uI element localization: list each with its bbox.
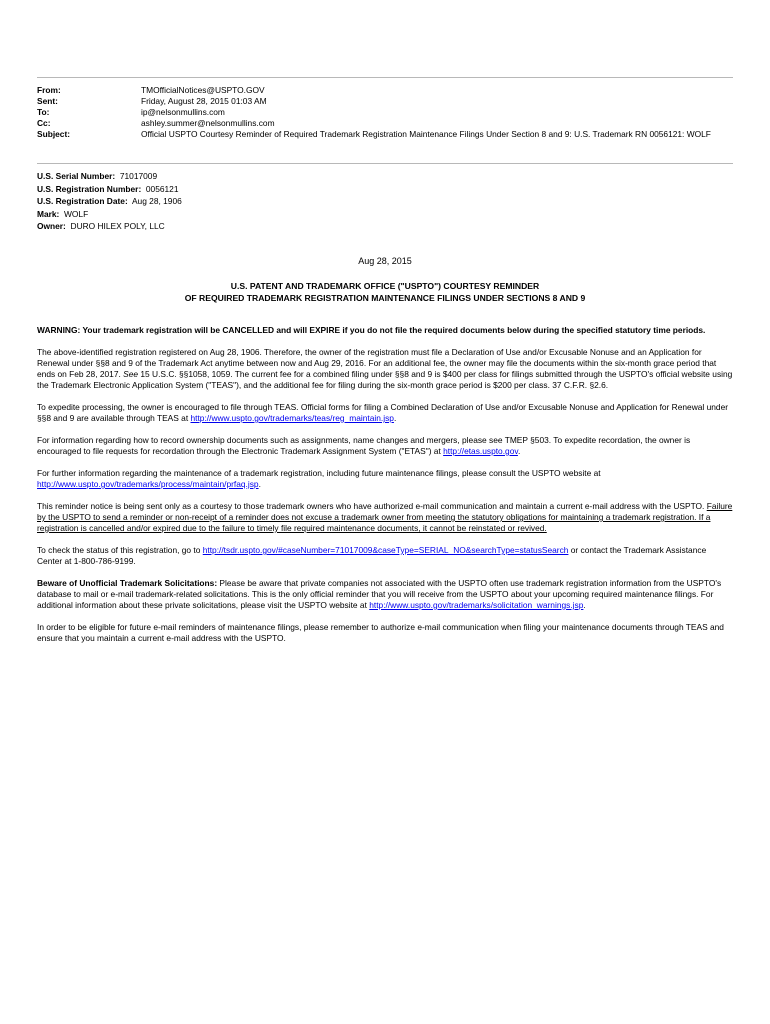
etas-link[interactable]: http://etas.uspto.gov bbox=[443, 446, 518, 456]
reg-date-row bbox=[37, 196, 733, 209]
deadline-text-a: The above-identified registration registered on Aug 28, 1906. Therefore, the owner of the registration must file a Declaration of Use and/or Excusable Nonuse and an Application for Renewal under §§8 and 9 of the Trademark Act anytime between now and Aug 29, 2016. For an additional fee, the owner may file the documents within the six-month grace period that ends on Feb 28, 2017. bbox=[37, 347, 717, 379]
email-header bbox=[37, 85, 733, 140]
top-divider bbox=[37, 77, 733, 78]
serial-row bbox=[37, 171, 733, 184]
solicitation-heading: Beware of Unofficial Trademark Solicitations: bbox=[37, 578, 218, 588]
etas-period: . bbox=[517, 446, 521, 456]
sent-value: Friday, August 28, 2015 01:03 AM bbox=[141, 96, 267, 106]
see-text: See bbox=[123, 369, 139, 379]
etas-paragraph bbox=[37, 435, 733, 457]
solicitation-text: Please be aware that private companies not associated with the USPTO often use trademark registration information from the USPTO's database to mail or e-mail trademark-related solicitations. This is the only official reminder that you will receive from the USPTO about your upcoming required maintenance filings. For additional information about these private solicitations, please visit the USPTO website at bbox=[37, 578, 722, 610]
cc-label: Cc: bbox=[37, 118, 51, 128]
eligibility-paragraph: In order to be eligible for future e-mail reminders of maintenance filings, please remember to authorize e-mail communication when filing your maintenance documents through TEAS and ensure that you maintain a current e-mail address with the USPTO. bbox=[37, 622, 724, 643]
to-label: To: bbox=[37, 107, 50, 117]
mark-label: Mark: bbox=[37, 208, 60, 219]
deadline-text-b: 15 U.S.C. §§1058, 1059. The current fee for a combined filing under §§8 and 9 is $400 per class for filings submitted through the USPTO's official website using the Trademark Electronic Application System ("TEAS"), and the additional fee for filing during the six-month grace period is $200 per class. 37 C.F.R. §2.6. bbox=[37, 369, 733, 390]
title-line-2: OF REQUIRED TRADEMARK REGISTRATION MAINTENANCE FILINGS UNDER SECTIONS 8 AND 9 bbox=[184, 293, 586, 303]
to-row bbox=[37, 107, 733, 118]
notice-date: Aug 28, 2015 bbox=[358, 256, 412, 266]
warning-paragraph: WARNING: Your trademark registration will be CANCELLED and will EXPIRE if you do not file the required documents below during the specified statutory time periods. bbox=[37, 325, 706, 335]
teas-text: To expedite processing, the owner is encouraged to file through TEAS. Official forms for filing a Combined Declaration of Use and/or Excusable Nonuse and Application for Renewal under §§8 and 9 are available through TEAS at bbox=[37, 402, 729, 423]
serial-label: U.S. Serial Number: bbox=[37, 171, 116, 181]
cc-row bbox=[37, 118, 733, 129]
mark-info bbox=[37, 171, 733, 234]
owner-label: Owner: bbox=[37, 221, 66, 231]
status-paragraph bbox=[37, 545, 733, 567]
solicitation-link[interactable]: http://www.uspto.gov/trademarks/solicitation_warnings.jsp bbox=[369, 600, 584, 610]
to-value: ip@nelsonmullins.com bbox=[141, 107, 225, 117]
from-label: From: bbox=[37, 85, 61, 95]
status-text: To check the status of this registration, go to bbox=[37, 545, 203, 555]
subject-label: Subject: bbox=[37, 129, 71, 139]
notice-title bbox=[37, 280, 733, 304]
reg-date-value: Aug 28, 1906 bbox=[131, 196, 182, 206]
tsdr-link[interactable]: http://tsdr.uspto.gov/#caseNumber=71017009&caseType=SERIAL_NO&searchType=statusSearch bbox=[202, 545, 569, 555]
header-divider bbox=[37, 163, 733, 164]
owner-row bbox=[37, 221, 733, 234]
prfaq-link[interactable]: http://www.uspto.gov/trademarks/process/maintain/prfaq.jsp bbox=[37, 479, 259, 489]
prfaq-paragraph bbox=[37, 468, 733, 490]
courtesy-underlined-text: Failure by the USPTO to send a reminder or non-receipt of a reminder does not excuse a trademark owner from meeting the statutory obligations for maintaining a trademark registration. If a registration is cancelled and/or expired due to the failure to timely file required maintenance documents, it cannot be reinstated or revived. bbox=[37, 501, 733, 533]
prfaq-period: . bbox=[258, 479, 261, 489]
solicitation-period: . bbox=[583, 600, 586, 610]
teas-paragraph bbox=[37, 402, 733, 424]
from-row bbox=[37, 85, 733, 96]
courtesy-paragraph bbox=[37, 501, 733, 534]
from-value: TMOfficialNotices@USPTO.GOV bbox=[141, 85, 265, 95]
prfaq-text: For further information regarding the maintenance of a trademark registration, including future maintenance filings, please consult the USPTO website at bbox=[37, 468, 601, 478]
registration-row bbox=[37, 184, 733, 197]
owner-value: DURO HILEX POLY, LLC bbox=[70, 221, 165, 231]
sent-label: Sent: bbox=[37, 96, 58, 106]
teas-period: . bbox=[393, 413, 397, 423]
mark-row bbox=[37, 209, 733, 222]
subject-value: Official USPTO Courtesy Reminder of Required Trademark Registration Maintenance Filings Under Section 8 and 9: U.S. Trademark RN 0056121: WOLF bbox=[141, 129, 711, 139]
serial-value: 71017009 bbox=[119, 171, 158, 181]
sent-row bbox=[37, 96, 733, 107]
courtesy-text: This reminder notice is being sent only as a courtesy to those trademark owners who have authorized e-mail communication and maintain a current e-mail address with the USPTO. bbox=[37, 501, 707, 511]
reg-date-label: U.S. Registration Date: bbox=[37, 196, 128, 206]
mark-value: WOLF bbox=[64, 208, 89, 219]
deadline-paragraph bbox=[37, 347, 733, 391]
title-line-1: U.S. PATENT AND TRADEMARK OFFICE ("USPTO") COURTESY REMINDER bbox=[230, 281, 540, 291]
registration-label: U.S. Registration Number: bbox=[37, 183, 142, 194]
etas-text: For information regarding how to record ownership documents such as assignments, name changes and mergers, please see TMEP §503. To expedite recordation, the owner is encouraged to file requests for recordation through the Electronic Trademark Assignment System ("ETAS") at bbox=[37, 435, 691, 456]
registration-value: 0056121 bbox=[145, 183, 179, 194]
teas-link[interactable]: http://www.uspto.gov/trademarks/teas/reg_maintain.jsp bbox=[190, 413, 394, 423]
notice-body bbox=[37, 325, 733, 655]
cc-value: ashley.summer@nelsonmullins.com bbox=[141, 118, 275, 128]
status-tail: or contact the Trademark Assistance Center at 1-800-786-9199. bbox=[37, 545, 707, 566]
subject-row bbox=[37, 129, 733, 140]
solicitation-paragraph bbox=[37, 578, 733, 611]
